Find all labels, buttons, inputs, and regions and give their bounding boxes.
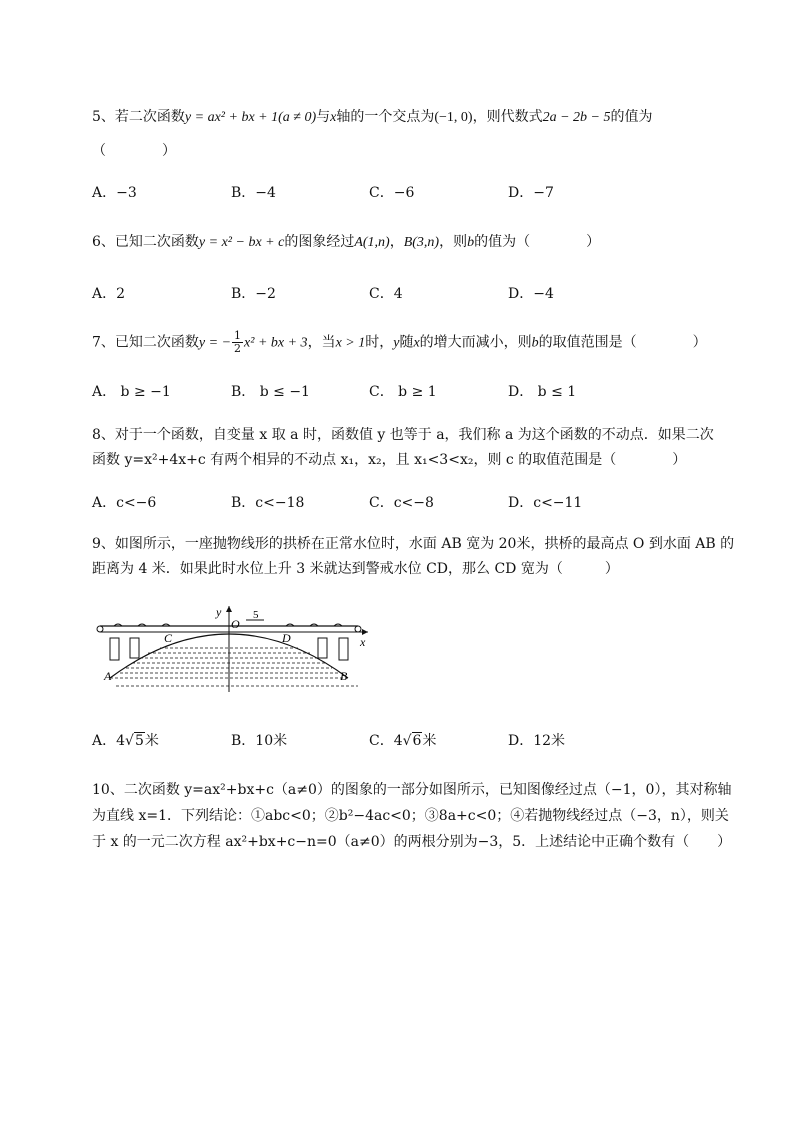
q6-option-c[interactable]: C．4 [369,286,403,302]
q9-option-b[interactable]: B．10米 [231,733,288,749]
q8-option-d[interactable]: D．c<−11 [508,495,583,511]
q9-option-c[interactable]: C．4√6米 [369,733,437,749]
label-a: A [104,669,112,683]
q6-option-a[interactable]: A．2 [92,286,126,302]
q8-option-b[interactable]: B．c<−18 [231,495,305,511]
q7-option-d[interactable]: D． b ≤ 1 [508,384,577,400]
q10-stem-line2: 为直线 x=1．下列结论：①abc<0；②b²−4ac<0；③8a+c<0；④若抛物线经过点（−3，n），则关 [92,808,729,824]
q5-option-d[interactable]: D．−7 [508,185,554,201]
q7-fraction: $\frac{1}{2}$ [234,329,242,355]
arch-bridge-figure [96,604,376,696]
q9-stem-line2: 距离为 4 米．如果此时水位上升 3 米就达到警戒水位 CD，那么 CD 宽为（ ） [92,561,619,577]
q7-option-c[interactable]: C． b ≥ 1 [369,384,437,400]
label-y: y [216,605,222,619]
q9-stem-line1: 9、如图所示，一座抛物线形的拱桥在正常水位时，水面 AB 宽为 20米，拱桥的最高点 O 到水面 AB 的 [92,536,735,552]
label-d: D [282,631,291,645]
q8-stem-line2: 函数 y=x²+4x+c 有两个相异的不动点 x₁，x₂，且 x₁<3<x₂，则 c 的取值范围是（ ） [92,452,687,468]
q8-option-a[interactable]: A．c<−6 [92,495,157,511]
label-o: O [231,617,240,631]
q5-answer-paren: （ ） [92,143,176,159]
q10-stem-line3: 于 x 的一元二次方程 ax²+bx+c−n=0（a≠0）的两根分别为−3，5．上述结论中正确个数有（ ） [92,834,732,850]
label-c: C [164,631,173,645]
q9-option-a[interactable]: A．4√5米 [92,733,159,749]
q5-option-a[interactable]: A．−3 [92,185,137,201]
q10-stem-line1: 10、二次函数 y=ax²+bx+c（a≠0）的图象的一部分如图所示，已知图像经过点（−1，0），其对称轴 [92,782,732,798]
q6-option-b[interactable]: B．−2 [231,286,276,302]
q6-option-d[interactable]: D．−4 [508,286,554,302]
label-b: B [340,669,348,683]
q7-option-b[interactable]: B． b ≤ −1 [231,384,310,400]
q6-stem: 6、已知二次函数y = x² − bx + c的图象经过A(1,n)，B(3,n)，则b的值为（ ） [92,234,601,250]
q5-option-b[interactable]: B．−4 [231,185,276,201]
q8-stem-line1: 8、对于一个函数，自变量 x 取 a 时，函数值 y 也等于 a，我们称 a 为这个函数的不动点．如果二次 [92,427,714,443]
label-five: 5 [253,609,259,621]
q5-option-c[interactable]: C．−6 [369,185,415,201]
q7-stem: 7、已知二次函数y = − $\frac{1}{2}$ x² + bx + 3，当x > 1时，y随x的增大而减小，则b的取值范围是（ ） [92,329,707,355]
q5-stem: 5、若二次函数y = ax² + bx + 1(a ≠ 0)与x轴的一个交点为(−1, 0)，则代数式2a − 2b − 5的值为 [92,109,653,125]
q9-option-d[interactable]: D．12米 [508,733,566,749]
q7-option-a[interactable]: A． b ≥ −1 [92,384,171,400]
label-x: x [360,635,366,649]
q8-option-c[interactable]: C．c<−8 [369,495,434,511]
